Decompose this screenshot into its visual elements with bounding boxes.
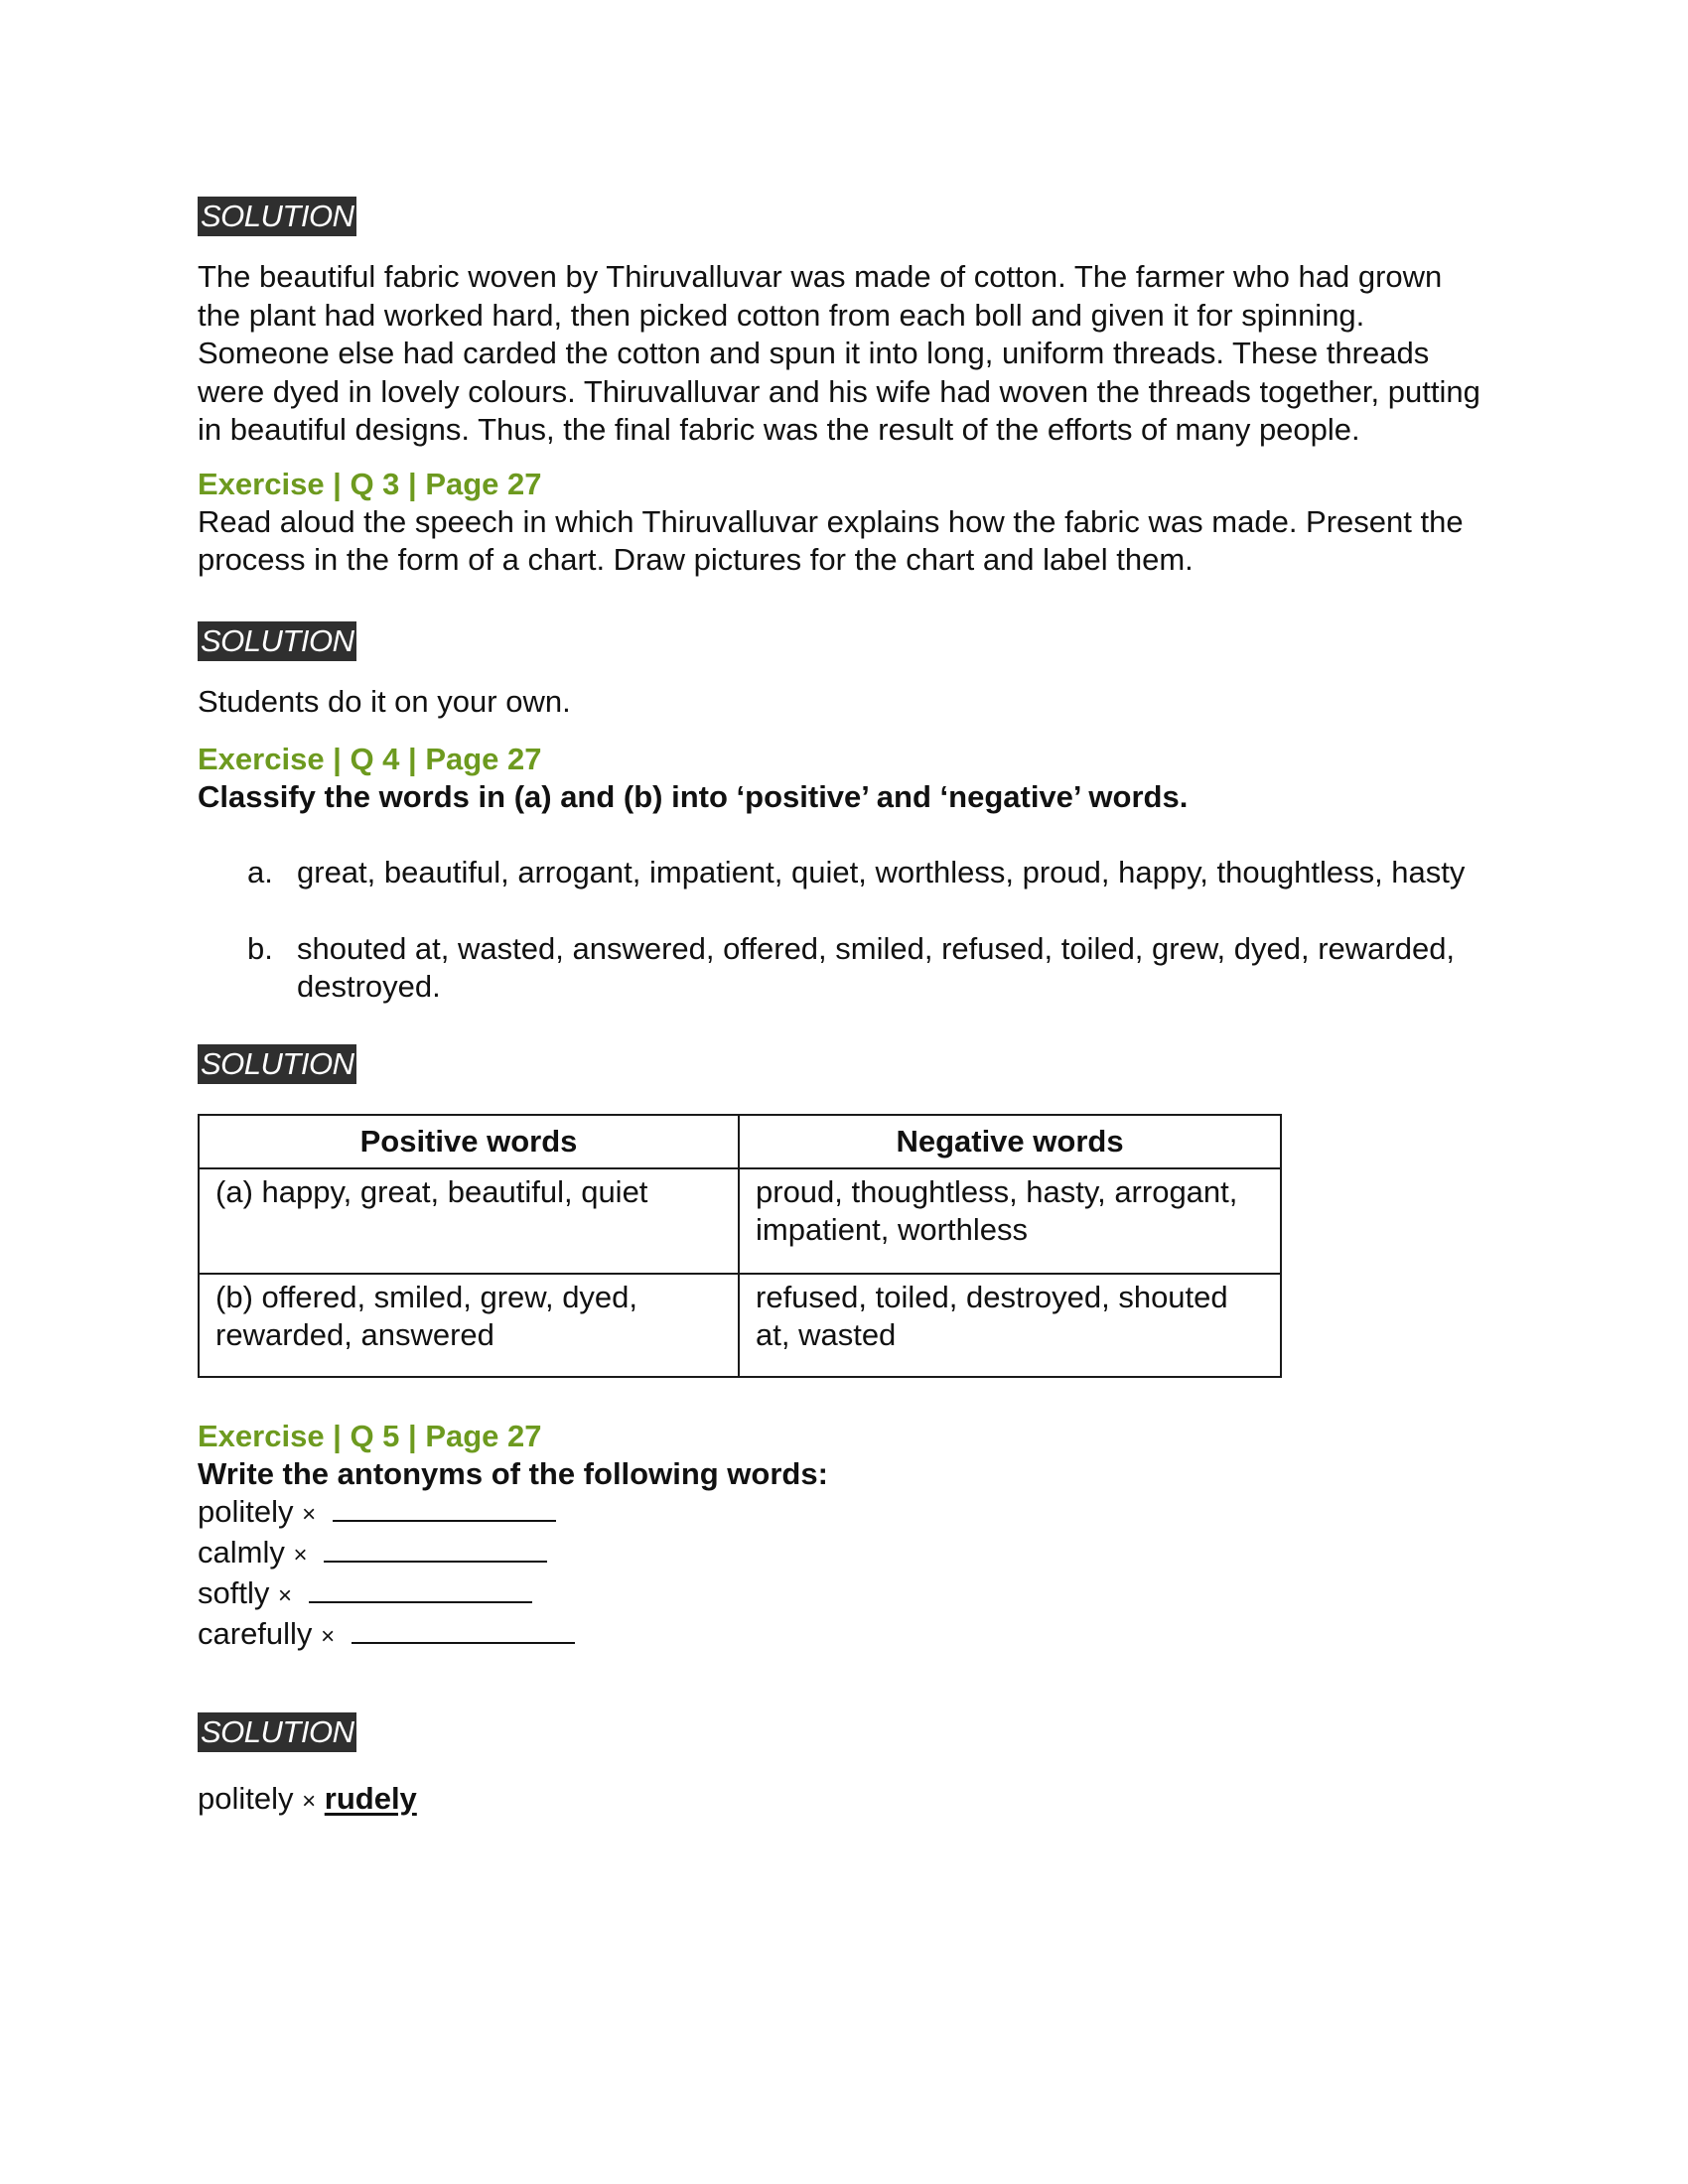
list-marker: a. <box>247 855 273 889</box>
antonym-row <box>198 1574 1488 1615</box>
list-item-text: shouted at, wasted, answered, offered, smiled, refused, toiled, grew, dyed, rewarded, destroyed. <box>297 930 1456 1004</box>
table-header-positive: Positive words <box>199 1115 739 1168</box>
antonym-answer-row <box>198 1780 1488 1821</box>
table-row <box>199 1274 1281 1377</box>
solution-badge: SOLUTION <box>198 1044 356 1084</box>
exercise-heading-q3: Exercise | Q 3 | Page 27 <box>198 466 542 501</box>
table-cell: proud, thoughtless, hasty, arrogant, impatient, worthless <box>739 1168 1281 1274</box>
antonym-row <box>198 1493 1488 1534</box>
answer-blank[interactable] <box>352 1616 575 1644</box>
solution-badge: SOLUTION <box>198 1712 356 1752</box>
solution-badge-row <box>198 197 1488 236</box>
antonym-row <box>198 1534 1488 1574</box>
antonym-word: softly <box>198 1574 270 1610</box>
solution-paragraph: The beautiful fabric woven by Thiruvalluvar was made of cotton. The farmer who had grown the plant had worked hard, then picked cotton from each boll and given it for spinning. Someone else had carded the cotton and spun it into long, uniform threads. These threads were dyed in lovely colours. Thiruvalluvar and his wife had woven the threads together, putting in beautiful designs. Thus, the final fabric was the result of the efforts of many people. <box>198 259 1480 447</box>
solution-badge-row <box>198 1712 1488 1752</box>
solution-text-q3: Students do it on your own. <box>198 683 571 719</box>
list-marker: b. <box>247 930 273 966</box>
word-list <box>198 854 1488 1007</box>
answer-blank[interactable] <box>324 1535 547 1563</box>
antonym-word: politely <box>198 1493 294 1529</box>
list-item-text: great, beautiful, arrogant, impatient, quiet, worthless, proud, happy, thoughtless, hasty <box>297 855 1466 889</box>
question-text-q4: Classify the words in (a) and (b) into ‘positive’ and ‘negative’ words. <box>198 779 1189 814</box>
answer-blank[interactable] <box>309 1575 532 1603</box>
solution-badge-row <box>198 621 1488 661</box>
table-header-negative: Negative words <box>739 1115 1281 1168</box>
document-page <box>198 197 1488 1821</box>
solution-badge: SOLUTION <box>198 197 356 236</box>
antonym-answer: rudely <box>324 1780 417 1816</box>
question-text-q5: Write the antonyms of the following words: <box>198 1455 828 1491</box>
solution-badge: SOLUTION <box>198 621 356 661</box>
antonym-word: carefully <box>198 1615 313 1651</box>
antonym-word: calmly <box>198 1534 285 1570</box>
times-symbol: × <box>302 1500 317 1528</box>
table-row <box>199 1168 1281 1274</box>
list-item <box>198 854 1488 892</box>
times-symbol: × <box>277 1581 292 1609</box>
antonym-row <box>198 1615 1488 1656</box>
table-cell: (b) offered, smiled, grew, dyed, rewarded, answered <box>199 1274 739 1377</box>
table-cell: refused, toiled, destroyed, shouted at, wasted <box>739 1274 1281 1377</box>
exercise-heading-q4: Exercise | Q 4 | Page 27 <box>198 742 542 776</box>
classification-table <box>198 1114 1282 1378</box>
question-text-q3: Read aloud the speech in which Thiruvalluvar explains how the fabric was made. Present the process in the form of a chart. Draw pictures for the chart and label them. <box>198 503 1464 577</box>
antonym-word: politely <box>198 1780 294 1816</box>
exercise-heading-q5: Exercise | Q 5 | Page 27 <box>198 1418 542 1453</box>
table-header-row <box>199 1115 1281 1168</box>
times-symbol: × <box>302 1787 317 1815</box>
answer-blank[interactable] <box>333 1494 556 1522</box>
times-symbol: × <box>321 1622 336 1650</box>
list-item <box>198 930 1488 1007</box>
table-cell: (a) happy, great, beautiful, quiet <box>199 1168 739 1274</box>
times-symbol: × <box>293 1541 308 1569</box>
solution-badge-row <box>198 1044 1488 1084</box>
